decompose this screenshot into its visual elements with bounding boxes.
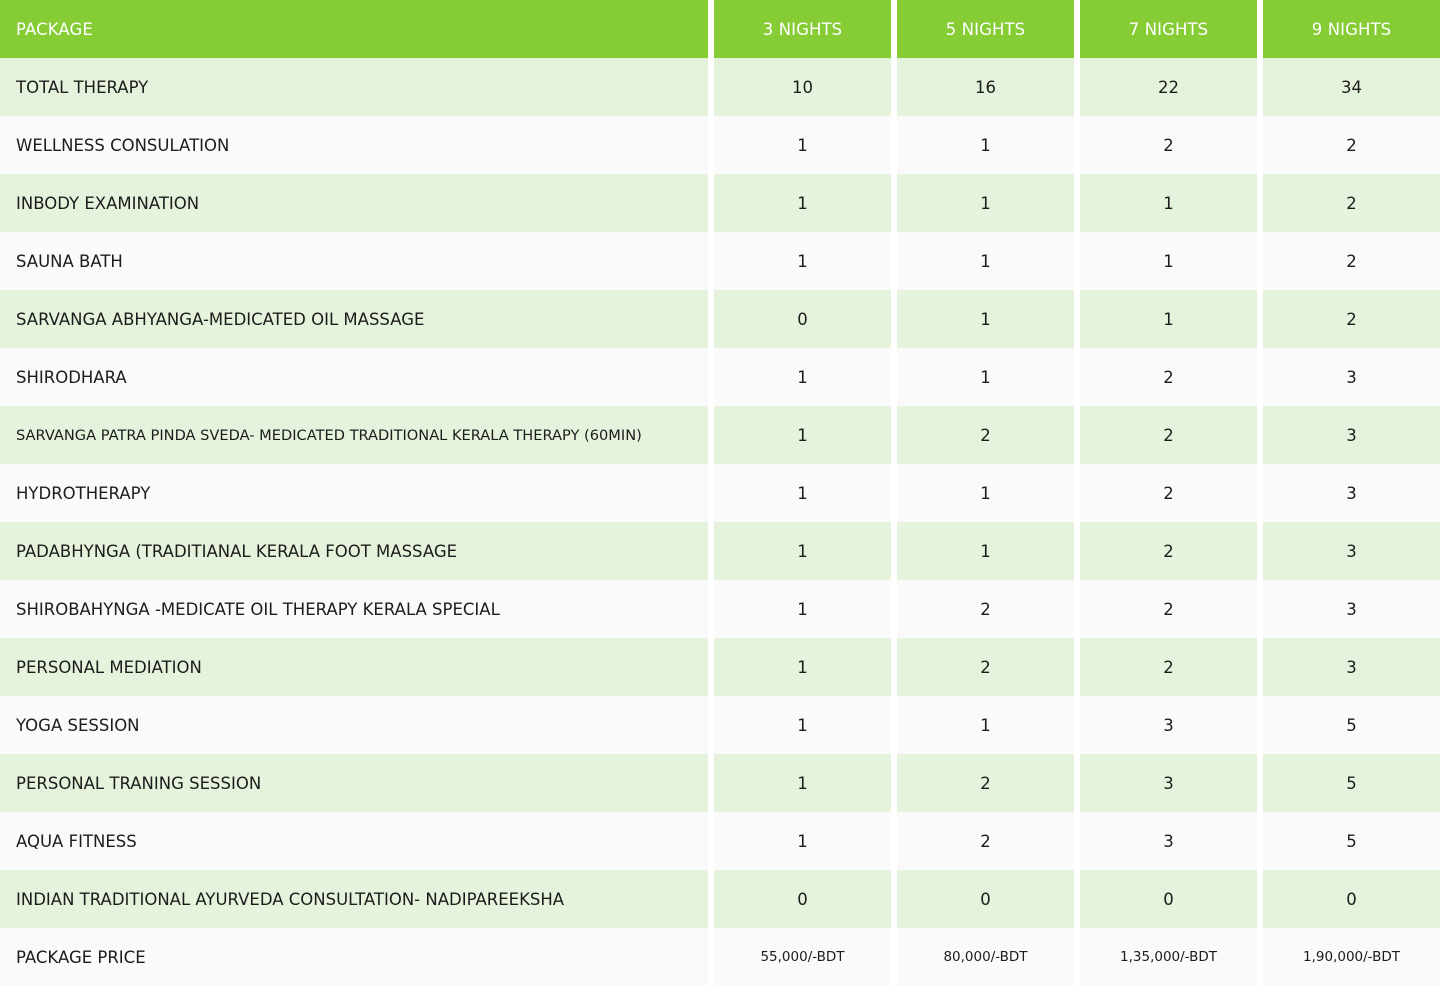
price-9-nights: 1,90,000/-BDT	[1263, 928, 1440, 986]
row-label: YOGA SESSION	[0, 696, 708, 754]
cell-3-nights: 1	[714, 174, 891, 232]
table-row	[0, 522, 1440, 580]
cell-7-nights: 3	[1080, 696, 1257, 754]
row-label: SARVANGA ABHYANGA-MEDICATED OIL MASSAGE	[0, 290, 708, 348]
cell-9-nights: 3	[1263, 638, 1440, 696]
cell-9-nights: 0	[1263, 870, 1440, 928]
row-label: INDIAN TRADITIONAL AYURVEDA CONSULTATION- NADIPAREEKSHA	[0, 870, 708, 928]
cell-7-nights: 2	[1080, 348, 1257, 406]
price-5-nights: 80,000/-BDT	[897, 928, 1074, 986]
header-3-nights: 3 NIGHTS	[714, 0, 891, 58]
cell-3-nights: 1	[714, 522, 891, 580]
cell-7-nights: 2	[1080, 522, 1257, 580]
header-7-nights: 7 NIGHTS	[1080, 0, 1257, 58]
cell-7-nights: 2	[1080, 406, 1257, 464]
package-price-row	[0, 928, 1440, 986]
table-row	[0, 812, 1440, 870]
row-label: PACKAGE PRICE	[0, 928, 708, 986]
cell-7-nights: 3	[1080, 812, 1257, 870]
cell-3-nights: 1	[714, 406, 891, 464]
cell-9-nights: 2	[1263, 290, 1440, 348]
row-label: AQUA FITNESS	[0, 812, 708, 870]
cell-7-nights: 3	[1080, 754, 1257, 812]
cell-5-nights: 1	[897, 290, 1074, 348]
cell-3-nights: 1	[714, 638, 891, 696]
cell-9-nights: 3	[1263, 348, 1440, 406]
cell-5-nights: 1	[897, 696, 1074, 754]
cell-3-nights: 1	[714, 812, 891, 870]
price-7-nights: 1,35,000/-BDT	[1080, 928, 1257, 986]
row-label: INBODY EXAMINATION	[0, 174, 708, 232]
cell-7-nights: 2	[1080, 580, 1257, 638]
cell-5-nights: 1	[897, 174, 1074, 232]
cell-5-nights: 16	[897, 58, 1074, 116]
table-row	[0, 290, 1440, 348]
cell-7-nights: 1	[1080, 290, 1257, 348]
cell-5-nights: 1	[897, 116, 1074, 174]
cell-9-nights: 3	[1263, 522, 1440, 580]
row-label: PERSONAL MEDIATION	[0, 638, 708, 696]
table-row	[0, 232, 1440, 290]
cell-9-nights: 2	[1263, 232, 1440, 290]
table-row	[0, 464, 1440, 522]
cell-7-nights: 2	[1080, 638, 1257, 696]
table-row	[0, 696, 1440, 754]
row-label: PADABHYNGA (TRADITIANAL KERALA FOOT MASSAGE	[0, 522, 708, 580]
table-row	[0, 116, 1440, 174]
row-label: SAUNA BATH	[0, 232, 708, 290]
table-row	[0, 870, 1440, 928]
cell-9-nights: 2	[1263, 174, 1440, 232]
table-row	[0, 174, 1440, 232]
cell-7-nights: 0	[1080, 870, 1257, 928]
price-3-nights: 55,000/-BDT	[714, 928, 891, 986]
row-label: SHIROBAHYNGA -MEDICATE OIL THERAPY KERALA SPECIAL	[0, 580, 708, 638]
cell-5-nights: 1	[897, 464, 1074, 522]
cell-7-nights: 2	[1080, 464, 1257, 522]
cell-7-nights: 1	[1080, 232, 1257, 290]
row-label: PERSONAL TRANING SESSION	[0, 754, 708, 812]
table-header-row	[0, 0, 1440, 58]
cell-3-nights: 0	[714, 870, 891, 928]
cell-3-nights: 1	[714, 754, 891, 812]
header-9-nights: 9 NIGHTS	[1263, 0, 1440, 58]
cell-9-nights: 5	[1263, 696, 1440, 754]
cell-7-nights: 22	[1080, 58, 1257, 116]
cell-3-nights: 1	[714, 696, 891, 754]
cell-3-nights: 1	[714, 580, 891, 638]
cell-9-nights: 2	[1263, 116, 1440, 174]
cell-3-nights: 1	[714, 232, 891, 290]
cell-5-nights: 1	[897, 348, 1074, 406]
cell-9-nights: 3	[1263, 580, 1440, 638]
table-row	[0, 580, 1440, 638]
header-package: PACKAGE	[0, 0, 708, 58]
cell-5-nights: 2	[897, 580, 1074, 638]
cell-9-nights: 5	[1263, 754, 1440, 812]
cell-5-nights: 2	[897, 638, 1074, 696]
table-row	[0, 348, 1440, 406]
cell-5-nights: 2	[897, 754, 1074, 812]
cell-3-nights: 1	[714, 348, 891, 406]
cell-5-nights: 2	[897, 812, 1074, 870]
table-row	[0, 58, 1440, 116]
cell-5-nights: 1	[897, 522, 1074, 580]
cell-3-nights: 1	[714, 464, 891, 522]
cell-5-nights: 2	[897, 406, 1074, 464]
row-label: SHIRODHARA	[0, 348, 708, 406]
row-label: SARVANGA PATRA PINDA SVEDA- MEDICATED TRADITIONAL KERALA THERAPY (60MIN)	[0, 406, 708, 464]
cell-9-nights: 3	[1263, 464, 1440, 522]
cell-9-nights: 5	[1263, 812, 1440, 870]
cell-5-nights: 0	[897, 870, 1074, 928]
table-row	[0, 406, 1440, 464]
table-row	[0, 754, 1440, 812]
cell-5-nights: 1	[897, 232, 1074, 290]
row-label: WELLNESS CONSULATION	[0, 116, 708, 174]
table-row	[0, 638, 1440, 696]
cell-7-nights: 1	[1080, 174, 1257, 232]
cell-3-nights: 0	[714, 290, 891, 348]
cell-3-nights: 1	[714, 116, 891, 174]
row-label: TOTAL THERAPY	[0, 58, 708, 116]
header-5-nights: 5 NIGHTS	[897, 0, 1074, 58]
cell-9-nights: 34	[1263, 58, 1440, 116]
cell-9-nights: 3	[1263, 406, 1440, 464]
cell-3-nights: 10	[714, 58, 891, 116]
row-label: HYDROTHERAPY	[0, 464, 708, 522]
cell-7-nights: 2	[1080, 116, 1257, 174]
